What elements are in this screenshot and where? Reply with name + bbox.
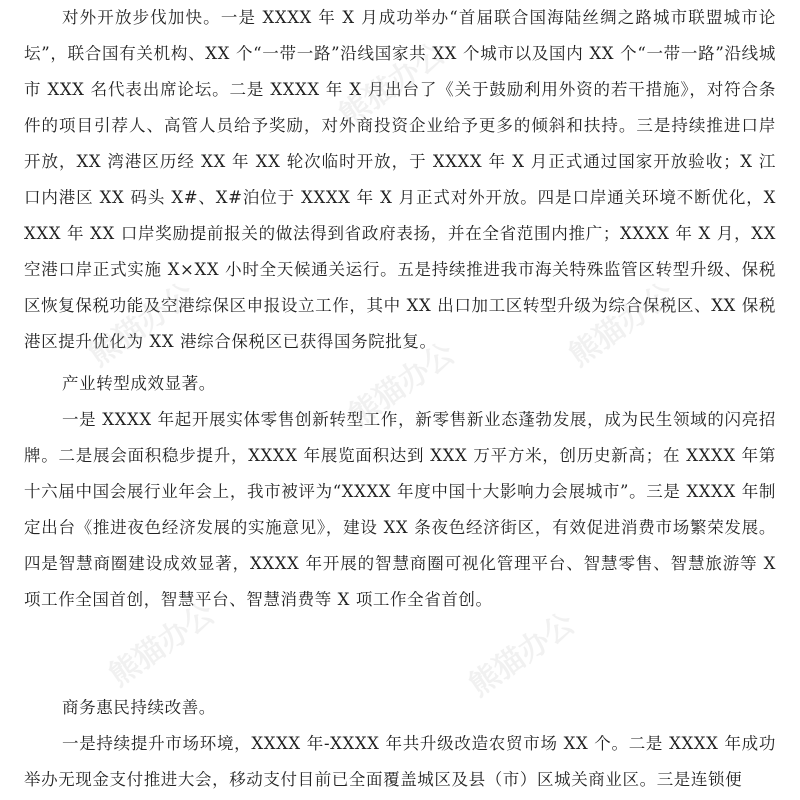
watermark-logo: 熊猫办公: [562, 276, 682, 374]
watermark-logo: 熊猫办公: [102, 596, 222, 694]
section-heading-commerce-benefits: 商务惠民持续改善。: [62, 698, 216, 717]
watermark-logo: 熊猫办公: [342, 336, 462, 434]
watermark-logo: 熊猫办公: [332, 36, 452, 134]
watermark-logo: 熊猫办公: [82, 276, 202, 374]
watermark-logo: 熊猫办公: [462, 606, 582, 704]
paragraph-commerce-benefits: 一是持续提升市场环境，XXXX 年-XXXX 年共升级改造农贸市场 XX 个。二是 XXXX 年成功举办无现金支付推进大会，移动支付目前已全面覆盖城区及县（市）区城关商业区。三是连锁便: [24, 734, 776, 789]
paragraph-industry-transformation: 一是 XXXX 年起开展实体零售创新转型工作，新零售新业态蓬勃发展，成为民生领域的闪亮招牌。二是展会面积稳步提升，XXXX 年展览面积达到 XXX 万平方米，创历史新高；在 XXXX 年第十六届中国会展行业年会上，我市被评为“XXXX 年度中国十大影响力会展城市”。三是 XXXX 年制定出台《推进夜色经济发展的实施意见》，建设 XX 条夜色经济街区，有效促进消费市场繁荣发展。四是智慧商圈建设成效显著，XXXX 年开展的智慧商圈可视化管理平台、智慧零售、智慧旅游等 X 项工作全国首创，智慧平台、智慧消费等 X 项工作全省首创。: [24, 410, 776, 609]
paragraph-foreign-opening: 对外开放步伐加快。一是 XXXX 年 X 月成功举办“首届联合国海陆丝绸之路城市联盟城市论坛”，联合国有关机构、XX 个“一带一路”沿线国家共 XX 个城市以及国内 XX 个“一带一路”沿线城市 XXX 名代表出席论坛。二是 XXXX 年 X 月出台了《关于鼓励利用外资的若干措施》，对符合条件的项目引荐人、高管人员给予奖励，对外商投资企业给予更多的倾斜和扶持。三是持续推进口岸开放，XX 湾港区历经 XX 年 XX 轮次临时开放，于 XXXX 年 X 月正式通过国家开放验收；X 江口内港区 XX 码头 X#、X#泊位于 XXXX 年 X 月正式对外开放。四是口岸通关环境不断优化，XXXX 年 XX 口岸奖励提前报关的做法得到省政府表扬，并在全省范围内推广；XXXX 年 X 月，XX 空港口岸正式实施 X×XX 小时全天候通关运行。五是持续推进我市海关特殊监管区转型升级、保税区恢复保税功能及空港综保区申报设立工作，其中 XX 出口加工区转型升级为综合保税区、XX 保税港区提升优化为 XX 港综合保税区已获得国务院批复。: [24, 8, 776, 351]
section-heading-industry-transformation: 产业转型成效显著。: [62, 374, 216, 393]
